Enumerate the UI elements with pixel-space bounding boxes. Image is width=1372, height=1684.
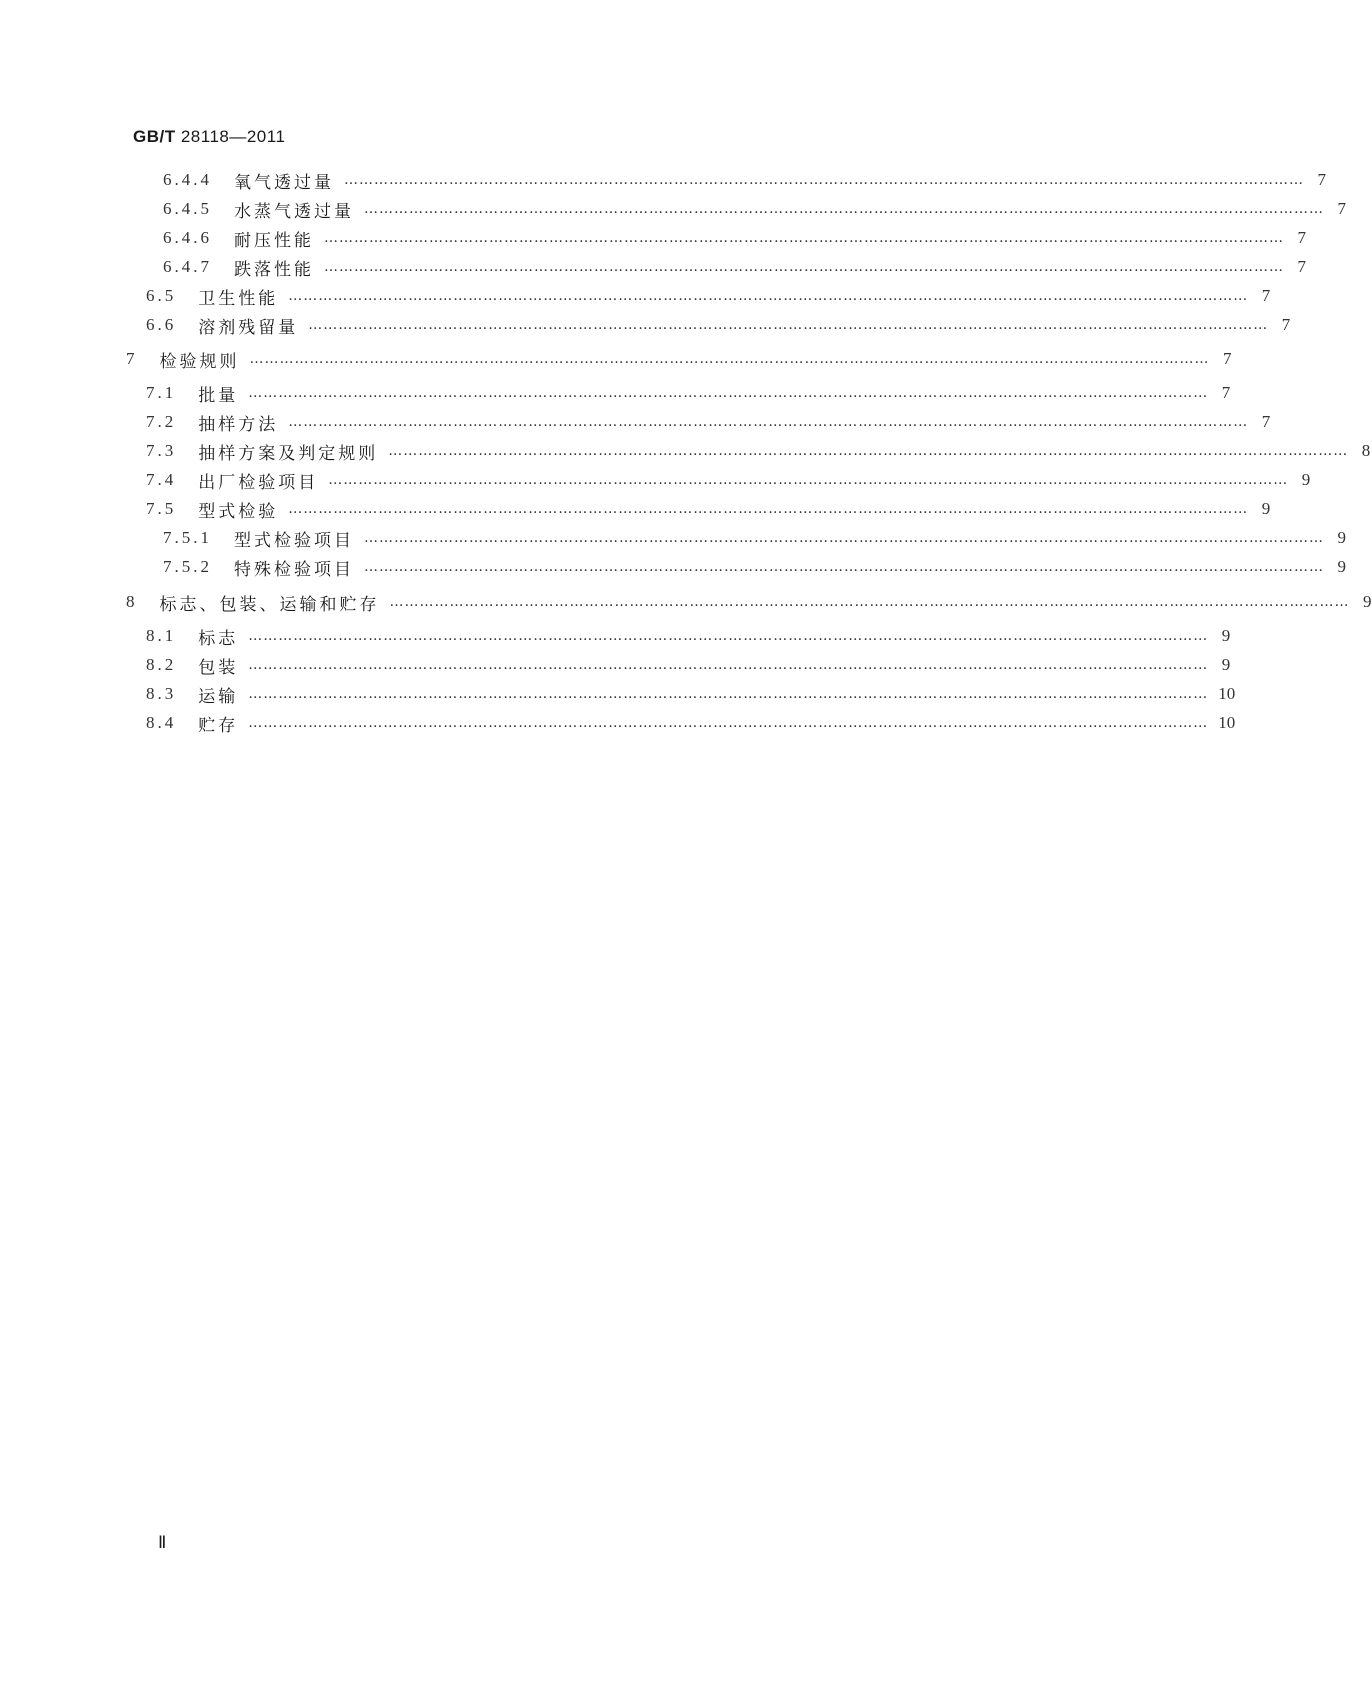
toc-entry-page: 7 bbox=[1297, 228, 1306, 247]
toc-entry-title: 特殊检验项目 bbox=[234, 559, 354, 580]
toc-entry-title: 出厂检验项目 bbox=[198, 472, 319, 493]
toc-entry[interactable] bbox=[146, 380, 1231, 406]
toc-entry-title: 水蒸气透过量 bbox=[234, 201, 354, 222]
toc-entry-number: 8 bbox=[126, 592, 138, 611]
toc-entry-number: 7.5.1 bbox=[163, 528, 212, 547]
toc-entry-number: 6.4.7 bbox=[163, 257, 212, 276]
toc-entry[interactable] bbox=[146, 467, 1311, 493]
toc-entry[interactable] bbox=[163, 196, 1346, 222]
toc-entry-title: 批量 bbox=[198, 385, 239, 406]
toc-entry-number: 6.4.4 bbox=[163, 170, 212, 189]
toc-entry[interactable] bbox=[146, 623, 1231, 649]
toc-entry-page: 7 bbox=[1281, 315, 1291, 334]
toc-leader-dots: ………………………………………………………………………………………………………………………………………………………………………… bbox=[364, 201, 1324, 217]
toc-entry[interactable] bbox=[146, 652, 1231, 678]
toc-leader-dots: ………………………………………………………………………………………………………………………………………………………………………… bbox=[344, 172, 1304, 188]
toc-entry[interactable] bbox=[146, 681, 1236, 707]
toc-entry-page: 7 bbox=[1261, 412, 1271, 431]
toc-leader-dots: ………………………………………………………………………………………………………………………………………………………………………… bbox=[324, 259, 1284, 275]
toc-entry[interactable] bbox=[146, 312, 1291, 338]
toc-entry-title: 贮存 bbox=[198, 715, 239, 736]
toc-leader-dots: ………………………………………………………………………………………………………………………………………………………………………… bbox=[388, 443, 1349, 459]
toc-entry[interactable] bbox=[163, 554, 1346, 580]
toc-entry-number: 7.3 bbox=[146, 441, 177, 460]
toc-entry-title: 标志 bbox=[198, 628, 239, 649]
toc-entry-number: 7.1 bbox=[146, 383, 177, 402]
toc-entry-title: 型式检验项目 bbox=[234, 530, 354, 551]
toc-entry-number: 8.4 bbox=[146, 713, 177, 732]
toc-leader-dots: ………………………………………………………………………………………………………………………………………………………………………… bbox=[324, 230, 1284, 246]
toc-leader-dots: ………………………………………………………………………………………………………………………………………………………………………… bbox=[288, 414, 1249, 430]
toc-entry-page: 9 bbox=[1261, 499, 1271, 518]
toc-entry[interactable] bbox=[163, 254, 1306, 280]
toc-entry[interactable] bbox=[126, 589, 1372, 615]
toc-leader-dots: ………………………………………………………………………………………………………………………………………………………………………… bbox=[248, 385, 1209, 401]
toc-entry-number: 7.5 bbox=[146, 499, 177, 518]
toc-leader-dots: ………………………………………………………………………………………………………………………………………………………………………… bbox=[249, 351, 1210, 367]
toc-entry-number: 7.2 bbox=[146, 412, 177, 431]
toc-entry-number: 8.1 bbox=[146, 626, 177, 645]
toc-entry[interactable] bbox=[146, 710, 1236, 736]
toc-entry-page: 9 bbox=[1337, 557, 1346, 576]
toc-leader-dots: ………………………………………………………………………………………………………………………………………………………………………… bbox=[328, 472, 1289, 488]
toc-entry-title: 型式检验 bbox=[198, 501, 279, 522]
toc-entry-number: 6.6 bbox=[146, 315, 177, 334]
toc-entry-page: 9 bbox=[1301, 470, 1311, 489]
toc-entry[interactable] bbox=[126, 346, 1232, 372]
toc-entry-title: 氧气透过量 bbox=[234, 172, 334, 193]
toc-entry-number: 7.5.2 bbox=[163, 557, 212, 576]
toc-entry-page: 10 bbox=[1218, 684, 1236, 703]
toc-entry-page: 7 bbox=[1223, 349, 1232, 368]
page-number: Ⅱ bbox=[158, 1533, 167, 1552]
toc-leader-dots: ………………………………………………………………………………………………………………………………………………………………………… bbox=[288, 288, 1249, 304]
toc-entry-number: 7.4 bbox=[146, 470, 177, 489]
toc-leader-dots: ………………………………………………………………………………………………………………………………………………………………………… bbox=[248, 686, 1209, 702]
toc-entry-number: 8.3 bbox=[146, 684, 177, 703]
toc-leader-dots: ………………………………………………………………………………………………………………………………………………………………………… bbox=[364, 530, 1324, 546]
toc-entry-number: 6.4.6 bbox=[163, 228, 212, 247]
standard-number: 28118—2011 bbox=[180, 127, 286, 146]
toc-entry-title: 运输 bbox=[198, 686, 239, 707]
toc-leader-dots: ………………………………………………………………………………………………………………………………………………………………………… bbox=[364, 559, 1324, 575]
toc-entry-page: 7 bbox=[1221, 383, 1231, 402]
toc-leader-dots: ………………………………………………………………………………………………………………………………………………………………………… bbox=[308, 317, 1269, 333]
toc-leader-dots: ………………………………………………………………………………………………………………………………………………………………………… bbox=[389, 594, 1350, 610]
toc-entry-number: 6.5 bbox=[146, 286, 177, 305]
toc-entry-title: 检验规则 bbox=[159, 351, 240, 372]
toc-leader-dots: ………………………………………………………………………………………………………………………………………………………………………… bbox=[288, 501, 1249, 517]
toc-entry-page: 7 bbox=[1317, 170, 1326, 189]
toc-entry[interactable] bbox=[146, 283, 1271, 309]
toc-entry-title: 包装 bbox=[198, 657, 239, 678]
toc-entry[interactable] bbox=[146, 496, 1271, 522]
toc-entry-page: 9 bbox=[1363, 592, 1372, 611]
toc-entry[interactable] bbox=[146, 438, 1371, 464]
toc-entry-number: 7 bbox=[126, 349, 138, 368]
toc-entry-page: 9 bbox=[1337, 528, 1346, 547]
toc-entry[interactable] bbox=[163, 167, 1326, 193]
toc-leader-dots: ………………………………………………………………………………………………………………………………………………………………………… bbox=[248, 628, 1209, 644]
toc-entry-page: 8 bbox=[1361, 441, 1371, 460]
table-of-contents bbox=[0, 0, 1372, 800]
toc-entry-title: 卫生性能 bbox=[198, 288, 279, 309]
toc-entry-number: 6.4.5 bbox=[163, 199, 212, 218]
toc-entry-title: 抽样方案及判定规则 bbox=[198, 443, 379, 464]
toc-entry-page: 9 bbox=[1221, 626, 1231, 645]
toc-leader-dots: ………………………………………………………………………………………………………………………………………………………………………… bbox=[248, 657, 1209, 673]
toc-entry-title: 耐压性能 bbox=[234, 230, 314, 251]
toc-entry-page: 7 bbox=[1297, 257, 1306, 276]
toc-entry-page: 7 bbox=[1337, 199, 1346, 218]
standard-prefix: GB/T bbox=[133, 127, 176, 146]
toc-entry-title: 抽样方法 bbox=[198, 414, 279, 435]
toc-leader-dots: ………………………………………………………………………………………………………………………………………………………………………… bbox=[248, 715, 1209, 731]
toc-entry-page: 10 bbox=[1218, 713, 1236, 732]
toc-entry[interactable] bbox=[163, 225, 1306, 251]
toc-entry[interactable] bbox=[146, 409, 1271, 435]
toc-entry-number: 8.2 bbox=[146, 655, 177, 674]
toc-entry[interactable] bbox=[163, 525, 1346, 551]
toc-entry-page: 9 bbox=[1221, 655, 1231, 674]
toc-entry-title: 跌落性能 bbox=[234, 259, 314, 280]
toc-entry-title: 溶剂残留量 bbox=[198, 317, 299, 338]
toc-entry-title: 标志、包装、运输和贮存 bbox=[159, 594, 380, 615]
toc-entry-page: 7 bbox=[1261, 286, 1271, 305]
